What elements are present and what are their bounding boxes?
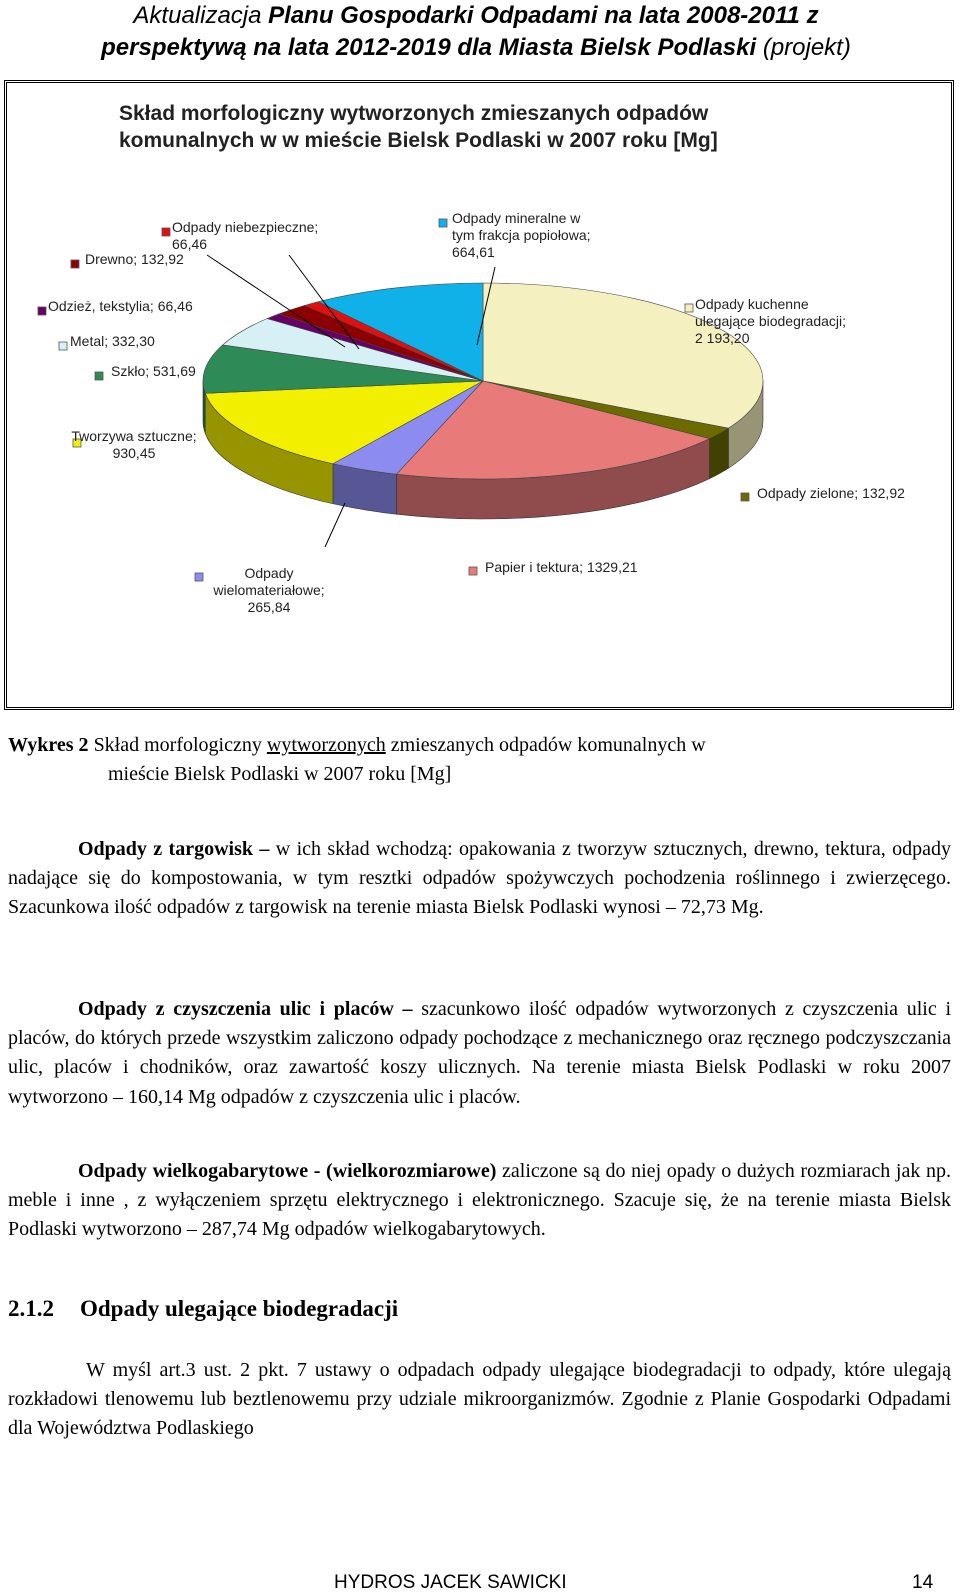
chart-title-line-1: Skład morfologiczny wytworzonych zmieszanych odpadów — [119, 102, 709, 125]
caption-prefix: Wykres 2 — [8, 734, 89, 756]
label-swatch-2 — [469, 567, 477, 575]
slice-label-7: Odzież, tekstylia; 66,46 — [48, 298, 193, 314]
section-title: Odpady ulegające biodegradacji — [80, 1296, 399, 1321]
header-suffix: (projekt) — [756, 34, 851, 61]
pie-chart — [7, 83, 951, 707]
slice-label-0: Odpady kuchenne ulegające biodegradacji; 2 193,20 — [695, 296, 846, 346]
slice-label-5: Szkło; 531,69 — [111, 363, 196, 379]
header-title-part-1: Planu Gospodarki Odpadami na lata 2008-2011 z — [268, 2, 819, 29]
chart-frame — [4, 80, 954, 710]
caption-text-a: Skład morfologiczny — [88, 734, 267, 756]
paragraph-czyszczenie — [8, 995, 951, 1112]
caption-line-2: mieście Bielsk Podlaski w 2007 roku [Mg] — [108, 763, 452, 786]
slice-label-4: Tworzywa sztuczne; 930,45 — [71, 428, 197, 461]
p3-text: zaliczone są do niej opady o dużych rozmiarach jak np. meble i inne , z wyłączeniem sprzętu elektrycznego i elektronicznego. Szacuje się, że na terenie miasta Bielsk Podlaski wytworzono – 287,74 Mg odpadów wielkogabarytowych. — [8, 1160, 951, 1241]
p2-lead: Odpady z czyszczenia ulic i placów – — [78, 998, 422, 1020]
figure-caption — [8, 731, 948, 789]
header-title-part-2: perspektywą na lata 2012-2019 dla Miasta Bielsk Podlaski — [101, 34, 757, 61]
slice-label-2: Papier i tektura; 1329,21 — [485, 559, 638, 575]
label-swatch-6 — [59, 342, 67, 350]
slice-label-10: Odpady mineralne w tym frakcja popiołowa; 664,61 — [452, 210, 591, 260]
pie-top — [203, 283, 763, 479]
caption-line-1 — [8, 731, 948, 760]
slice-label-6: Metal; 332,30 — [70, 333, 155, 349]
slice-label-8: Drewno; 132,92 — [85, 251, 184, 267]
header-prefix: Aktualizacja — [133, 2, 269, 29]
paragraph-targowiska — [8, 835, 951, 923]
label-swatch-8 — [71, 260, 79, 268]
paragraph-wielkogabarytowe — [8, 1157, 951, 1245]
page-number: 14 — [912, 1572, 934, 1593]
label-swatch-1 — [741, 493, 749, 501]
label-swatch-10 — [439, 219, 447, 227]
label-swatch-5 — [95, 372, 103, 380]
caption-text-b: zmieszanych odpadów komunalnych w — [385, 734, 706, 756]
slice-label-9: Odpady niebezpieczne; 66,46 — [172, 219, 319, 252]
caption-text-underlined: wytworzonych — [266, 734, 386, 756]
label-swatch-9 — [162, 228, 170, 236]
section-number: 2.1.2 — [8, 1296, 54, 1321]
header-line-2 — [0, 32, 952, 64]
section-heading — [8, 1296, 398, 1322]
p4-text: W myśl art.3 ust. 2 pkt. 7 ustawy o odpadach odpady ulegające biodegradacji to odpady, które ulegają rozkładowi tlenowemu lub beztlenowemu przy udziale mikroorganizmów. Zgodnie z Planie Gospodarki Odpadami dla Województwa Podlaskiego — [8, 1359, 951, 1440]
label-swatch-3 — [195, 573, 203, 581]
slice-label-1: Odpady zielone; 132,92 — [757, 485, 905, 501]
chart-title-line-2: komunalnych w w mieście Bielsk Podlaski w 2007 roku [Mg] — [119, 129, 718, 152]
p1-text: w ich skład wchodzą: opakowania z tworzyw sztucznych, drewno, tektura, odpady nadające się do kompostowania, w tym resztki odpadów spożywczych pochodzenia roślinnego i zwierzęcego. Szacunkowa ilość odpadów z targowisk na terenie miasta Bielsk Podlaski wynosi – 72,73 Mg. — [8, 838, 951, 919]
header-line-1 — [0, 0, 952, 32]
slice-label-3: Odpady wielomateriałowe; 265,84 — [213, 565, 325, 615]
page-header — [0, 0, 952, 64]
p2-text: szacunkowo ilość odpadów wytworzonych z czyszczenia ulic i placów, do których przede wszystkim zaliczono odpady pochodzące z mechanicznego oraz ręcznego podczyszczania ulic, placów i chodników, oraz zawartość koszy ulicznych. Na terenie miasta Bielsk Podlaski w roku 2007 wytworzono – 160,14 Mg odpadów z czyszczenia ulic i placów. — [8, 998, 951, 1108]
label-swatch-0 — [685, 304, 693, 312]
footer-company: HYDROS JACEK SAWICKI — [334, 1572, 567, 1593]
leader-line-wielomaterialowe — [325, 503, 345, 547]
paragraph-biodegradacja — [8, 1356, 951, 1444]
label-swatch-7 — [38, 307, 46, 315]
p1-lead: Odpady z targowisk – — [78, 838, 276, 860]
p3-lead: Odpady wielkogabarytowe - (wielkorozmiarowe) — [78, 1160, 497, 1182]
